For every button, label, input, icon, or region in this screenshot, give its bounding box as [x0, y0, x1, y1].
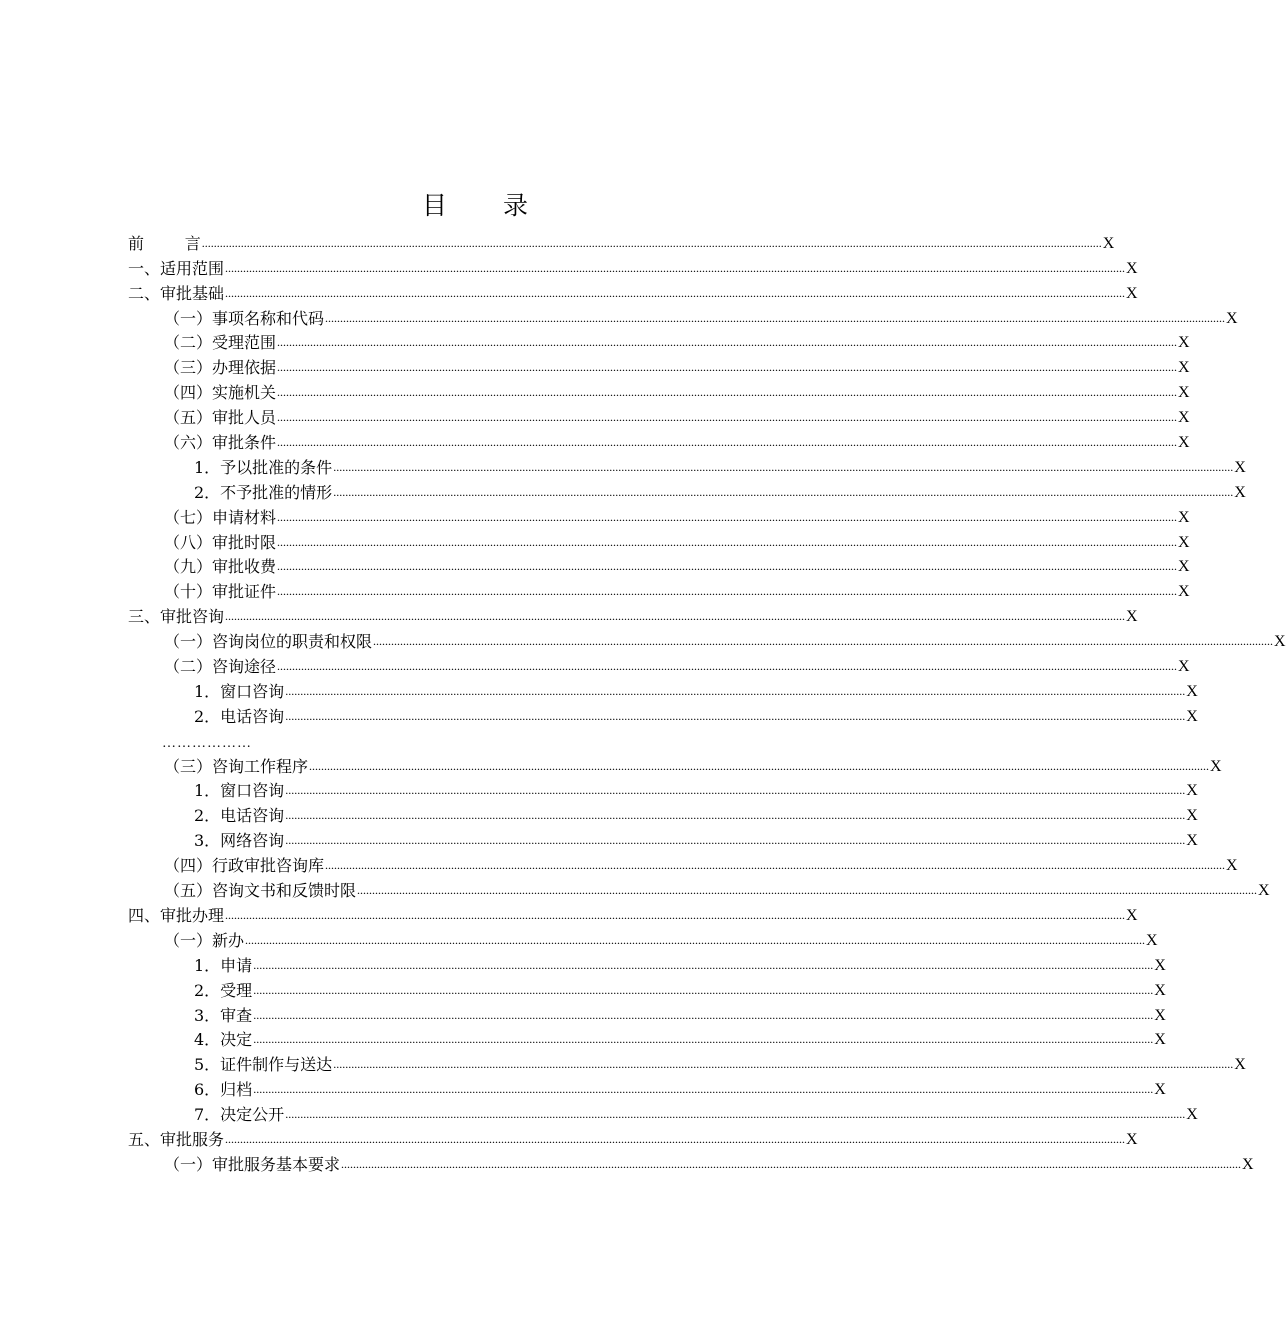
toc-leader-dots: ............................................................................................................................................................................................................................................................................................................ [201, 235, 1102, 250]
toc-leader-dots: ............................................................................................................................................................................................................................................................................................................ [277, 659, 1178, 674]
toc-page-number: X [1186, 682, 1198, 700]
toc-entry-label: （一）新办 [164, 930, 245, 950]
toc-entry-label: （四）实施机关 [164, 383, 277, 403]
toc-page-number: X [1178, 384, 1190, 402]
toc-leader-dots: ............................................................................................................................................................................................................................................................................................................ [253, 1032, 1154, 1047]
toc-entry[interactable] [128, 951, 1166, 976]
toc-page-number: X [1126, 284, 1138, 302]
toc-entry[interactable] [128, 453, 1246, 478]
toc-entry[interactable] [128, 901, 1138, 926]
toc-entry-label: 三、审批咨询 [128, 607, 225, 627]
toc-leader-dots: ............................................................................................................................................................................................................................................................................................................ [277, 534, 1178, 549]
toc-leader-dots: ............................................................................................................................................................................................................................................................................................................ [309, 758, 1210, 773]
toc-entry-label: 前 言 [128, 233, 201, 253]
toc-leader-dots: ............................................................................................................................................................................................................................................................................................................ [285, 833, 1186, 848]
toc-entry[interactable] [128, 1125, 1138, 1150]
toc-entry-label: （十）审批证件 [164, 582, 277, 602]
toc-page-number: X [1258, 882, 1270, 900]
toc-page-number: X [1178, 359, 1190, 377]
toc-entry-label: 四、审批办理 [128, 905, 225, 925]
toc-page-number: X [1234, 1056, 1246, 1074]
toc-entry[interactable] [128, 254, 1138, 279]
toc-entry-label: （三）咨询工作程序 [164, 756, 309, 776]
toc-entry-label: 2．不予批准的情形 [194, 482, 333, 502]
toc-entry-label: 一、适用范围 [128, 258, 225, 278]
toc-page-number: X [1126, 1130, 1138, 1148]
toc-page-number: X [1186, 807, 1198, 825]
toc-entry-label: （四）行政审批咨询库 [164, 856, 325, 876]
toc-page-number: X [1186, 782, 1198, 800]
toc-entry[interactable] [128, 627, 1286, 652]
toc-entry[interactable] [128, 577, 1190, 602]
toc-page-number: X [1154, 1031, 1166, 1049]
toc-page-number: X [1178, 334, 1190, 352]
toc-entry-label: 1．申请 [194, 955, 253, 975]
toc-leader-dots: ............................................................................................................................................................................................................................................................................................................ [285, 1107, 1186, 1122]
toc-entry[interactable] [128, 1150, 1254, 1175]
toc-leader-dots: ............................................................................................................................................................................................................................................................................................................ [277, 385, 1178, 400]
toc-entry-label: 2．电话咨询 [194, 806, 285, 826]
toc-leader-dots: ............................................................................................................................................................................................................................................................................................................ [253, 1082, 1154, 1097]
toc-entry[interactable] [128, 976, 1166, 1001]
toc-page-number: X [1210, 757, 1222, 775]
toc-leader-dots: ............................................................................................................................................................................................................................................................................................................ [285, 783, 1186, 798]
toc-entry-label: 1．予以批准的条件 [194, 457, 333, 477]
toc-leader-dots: ............................................................................................................................................................................................................................................................................................................ [277, 410, 1178, 425]
toc-entry[interactable] [128, 602, 1138, 627]
toc-leader-dots: ............................................................................................................................................................................................................................................................................................................ [245, 932, 1146, 947]
toc-page-number: X [1242, 1155, 1254, 1173]
toc-entry-label: 6．归档 [194, 1080, 253, 1100]
toc-entry[interactable] [128, 1100, 1198, 1125]
toc-entry[interactable] [128, 851, 1238, 876]
toc-entry[interactable] [128, 553, 1190, 578]
toc-page-number: X [1154, 956, 1166, 974]
toc-entry-label: 二、审批基础 [128, 283, 225, 303]
table-of-contents [128, 229, 1286, 1175]
toc-entry[interactable] [128, 1001, 1166, 1026]
toc-entry-label: （二）咨询途径 [164, 657, 277, 677]
toc-entry[interactable] [128, 752, 1222, 777]
toc-leader-dots: ............................................................................................................................................................................................................................................................................................................ [225, 260, 1126, 275]
toc-leader-dots: ............................................................................................................................................................................................................................................................................................................ [285, 708, 1186, 723]
toc-leader-dots: ............................................................................................................................................................................................................................................................................................................ [333, 1057, 1234, 1072]
toc-leader-dots: ............................................................................................................................................................................................................................................................................................................ [253, 957, 1154, 972]
toc-entry[interactable] [128, 229, 1115, 254]
title-char-2: 录 [503, 191, 529, 220]
toc-page-number: X [1178, 409, 1190, 427]
toc-page-number: X [1186, 832, 1198, 850]
toc-entry-label: 五、审批服务 [128, 1129, 225, 1149]
toc-leader-dots: ............................................................................................................................................................................................................................................................................................................ [373, 634, 1274, 649]
toc-entry-label: （三）办理依据 [164, 358, 277, 378]
toc-leader-dots: ............................................................................................................................................................................................................................................................................................................ [277, 584, 1178, 599]
toc-page-number: X [1126, 608, 1138, 626]
toc-entry-label: 1．窗口咨询 [194, 781, 285, 801]
toc-entry-label: （八）审批时限 [164, 532, 277, 552]
toc-entry-label: 2．电话咨询 [194, 706, 285, 726]
toc-entry[interactable] [128, 353, 1190, 378]
toc-entry[interactable] [128, 329, 1190, 354]
toc-page-number: X [1186, 707, 1198, 725]
toc-entry-label: 3．网络咨询 [194, 831, 285, 851]
toc-leader-dots: ............................................................................................................................................................................................................................................................................................................ [277, 559, 1178, 574]
toc-page-number: X [1178, 658, 1190, 676]
toc-page-number: X [1178, 508, 1190, 526]
toc-ellipsis: ……………… [162, 735, 252, 751]
toc-leader-dots: ............................................................................................................................................................................................................................................................................................................ [253, 982, 1154, 997]
toc-leader-dots: ............................................................................................................................................................................................................................................................................................................ [325, 310, 1226, 325]
toc-leader-dots: ............................................................................................................................................................................................................................................................................................................ [277, 360, 1178, 375]
toc-entry-label: 5．证件制作与送达 [194, 1055, 333, 1075]
toc-page-number: X [1126, 906, 1138, 924]
toc-entry-label: （一）咨询岗位的职责和权限 [164, 632, 373, 652]
toc-entry[interactable] [128, 1075, 1166, 1100]
toc-entry[interactable] [128, 777, 1198, 802]
toc-entry-label: （一）事项名称和代码 [164, 308, 325, 328]
toc-page-number: X [1178, 533, 1190, 551]
toc-leader-dots: ............................................................................................................................................................................................................................................................................................................ [277, 509, 1178, 524]
toc-page-number: X [1178, 434, 1190, 452]
toc-page-number: X [1226, 857, 1238, 875]
page-title [0, 186, 950, 222]
toc-entry[interactable] [128, 279, 1138, 304]
toc-entry[interactable] [128, 428, 1190, 453]
toc-page-number: X [1126, 259, 1138, 277]
toc-leader-dots: ............................................................................................................................................................................................................................................................................................................ [225, 285, 1126, 300]
toc-entry[interactable] [128, 478, 1246, 503]
toc-page-number: X [1146, 931, 1158, 949]
toc-entry-label: 3．审查 [194, 1005, 253, 1025]
toc-entry[interactable] [128, 304, 1238, 329]
toc-entry-label: 2．受理 [194, 980, 253, 1000]
toc-entry[interactable] [128, 926, 1158, 951]
toc-entry-label: 4．决定 [194, 1030, 253, 1050]
toc-leader-dots: ............................................................................................................................................................................................................................................................................................................ [225, 1131, 1126, 1146]
toc-entry[interactable] [128, 403, 1190, 428]
toc-leader-dots: ............................................................................................................................................................................................................................................................................................................ [285, 683, 1186, 698]
toc-entry-label: 1．窗口咨询 [194, 681, 285, 701]
toc-entry[interactable] [128, 378, 1190, 403]
toc-leader-dots: ............................................................................................................................................................................................................................................................................................................ [225, 609, 1126, 624]
toc-entry-label: （九）审批收费 [164, 557, 277, 577]
toc-leader-dots: ............................................................................................................................................................................................................................................................................................................ [333, 484, 1234, 499]
toc-page-number: X [1234, 458, 1246, 476]
toc-entry-label: （六）审批条件 [164, 433, 277, 453]
toc-entry[interactable] [128, 876, 1270, 901]
toc-entry-label: （一）审批服务基本要求 [164, 1154, 341, 1174]
title-char-1: 目 [421, 191, 447, 220]
toc-page-number: X [1178, 583, 1190, 601]
toc-entry[interactable] [128, 652, 1190, 677]
toc-entry[interactable] [128, 503, 1190, 528]
toc-page-number: X [1154, 1081, 1166, 1099]
toc-page-number: X [1186, 1106, 1198, 1124]
toc-entry-label: （五）审批人员 [164, 408, 277, 428]
toc-leader-dots: ............................................................................................................................................................................................................................................................................................................ [325, 858, 1226, 873]
toc-leader-dots: ............................................................................................................................................................................................................................................................................................................ [277, 435, 1178, 450]
toc-entry-label: 7．决定公开 [194, 1105, 285, 1125]
toc-leader-dots: ............................................................................................................................................................................................................................................................................................................ [341, 1156, 1242, 1171]
toc-entry[interactable] [128, 826, 1198, 851]
toc-entry[interactable] [128, 702, 1198, 727]
toc-page-number: X [1178, 558, 1190, 576]
toc-page-number: X [1274, 633, 1286, 651]
toc-page-number: X [1154, 1006, 1166, 1024]
toc-entry[interactable] [128, 1026, 1166, 1051]
toc-entry-label: （二）受理范围 [164, 333, 277, 353]
toc-entry-label: （七）申请材料 [164, 507, 277, 527]
toc-entry-label: （五）咨询文书和反馈时限 [164, 881, 357, 901]
toc-page-number: X [1234, 483, 1246, 501]
toc-page-number: X [1102, 234, 1115, 252]
toc-leader-dots: ............................................................................................................................................................................................................................................................................................................ [285, 808, 1186, 823]
toc-page-number: X [1226, 309, 1238, 327]
toc-page-number: X [1154, 981, 1166, 999]
toc-leader-dots: ............................................................................................................................................................................................................................................................................................................ [253, 1007, 1154, 1022]
toc-entry[interactable] [128, 801, 1198, 826]
toc-leader-dots: ............................................................................................................................................................................................................................................................................................................ [277, 335, 1178, 350]
toc-entry[interactable] [128, 528, 1190, 553]
toc-entry[interactable] [128, 677, 1198, 702]
toc-leader-dots: ............................................................................................................................................................................................................................................................................................................ [357, 883, 1258, 898]
toc-entry[interactable] [128, 1050, 1246, 1075]
toc-leader-dots: ............................................................................................................................................................................................................................................................................................................ [333, 459, 1234, 474]
toc-leader-dots: ............................................................................................................................................................................................................................................................................................................ [225, 907, 1126, 922]
